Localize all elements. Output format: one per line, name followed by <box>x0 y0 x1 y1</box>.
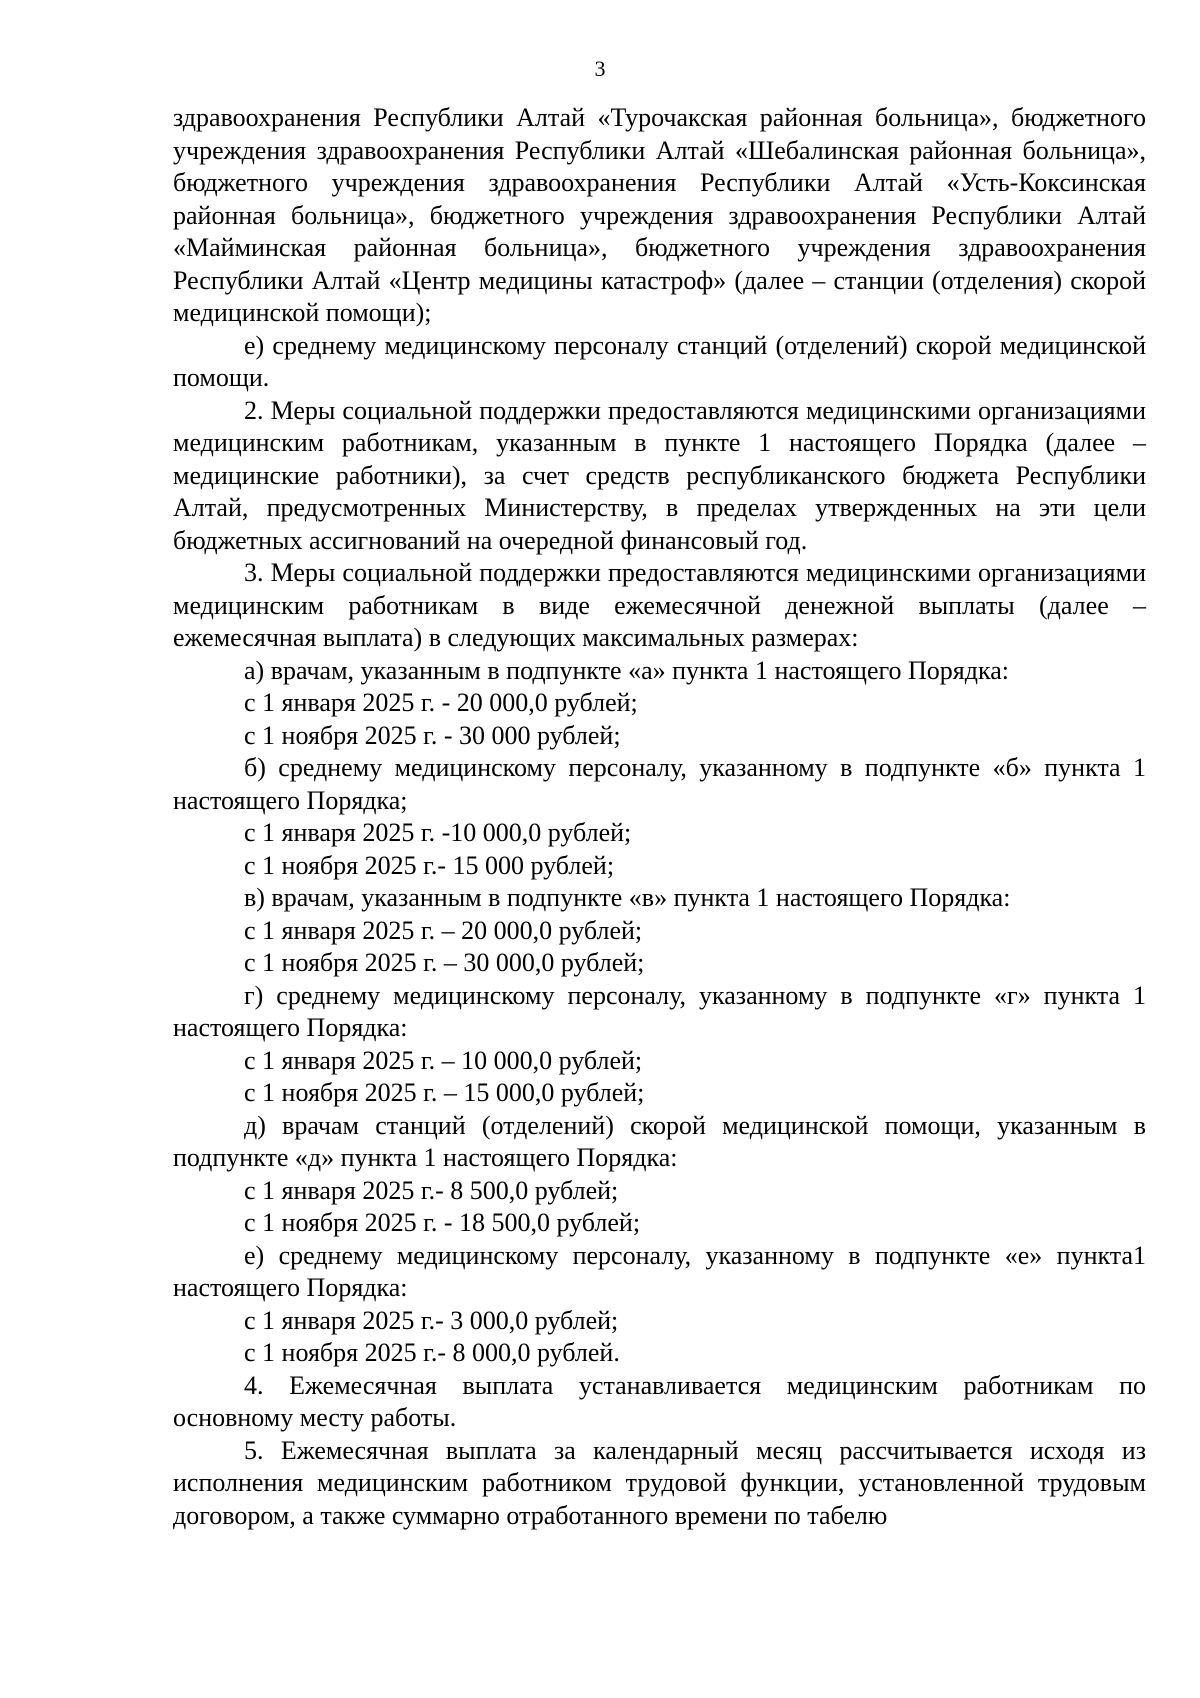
paragraph: здравоохранения Республики Алтай «Турочакская районная больница», бюджетного учреждения здравоохранения Республики Алтай «Шебалинская районная больница», бюджетного учреждения здравоохранения Республики Алтай «Усть-Коксинская районная больница», бюджетного учреждения здравоохранения Республики Алтай «Майминская районная больница», бюджетного учреждения здравоохранения Республики Алтай «Центр медицины катастроф» (далее – станции (отделения) скорой медицинской помощи); <box>173 103 1146 327</box>
page-number: 3 <box>594 56 606 81</box>
paragraph: е) среднему медицинскому персоналу станций (отделений) скорой медицинской помощи. <box>173 330 1146 392</box>
list-item: с 1 января 2025 г. – 10 000,0 рублей; <box>244 1045 643 1075</box>
document-body <box>173 102 1146 1532</box>
list-item: б) среднему медицинскому персоналу, указанному в подпункте «б» пункта 1 настоящего Порядка; <box>173 753 1146 815</box>
list-item: д) врачам станций (отделений) скорой медицинской помощи, указанным в подпункте «д» пункта 1 настоящего Порядка: <box>173 1110 1146 1172</box>
list-item: е) среднему медицинскому персоналу, указанному в подпункте «е» пункта1 настоящего Порядка: <box>173 1240 1146 1302</box>
list-item: с 1 ноября 2025 г. – 15 000,0 рублей; <box>244 1078 645 1107</box>
paragraph: 2. Меры социальной поддержки предоставляются медицинскими организациями медицинским работникам, указанным в пункте 1 настоящего Порядка (далее – медицинские работники), за счет средств республиканского бюджета Республики Алтай, предусмотренных Министерству, в пределах утвержденных на эти цели бюджетных ассигнований на очередной финансовый год. <box>173 395 1146 555</box>
list-item: г) среднему медицинскому персоналу, указанному в подпункте «г» пункта 1 настоящего Порядка: <box>173 980 1146 1042</box>
list-item: с 1 ноября 2025 г. – 30 000,0 рублей; <box>244 948 645 977</box>
paragraph: 4. Ежемесячная выплата устанавливается медицинским работникам по основному месту работы. <box>173 1370 1146 1432</box>
list-item: с 1 ноября 2025 г. - 18 500,0 рублей; <box>244 1208 641 1237</box>
paragraph: 5. Ежемесячная выплата за календарный месяц рассчитывается исходя из исполнения медицинским работником трудовой функции, установленной трудовым договором, а также суммарно отработанного времени по табелю <box>173 1435 1146 1530</box>
list-item: с 1 ноября 2025 г.- 8 000,0 рублей. <box>244 1338 620 1367</box>
list-item: с 1 января 2025 г.- 8 500,0 рублей; <box>244 1175 619 1205</box>
paragraph: 3. Меры социальной поддержки предоставляются медицинскими организациями медицинским работникам в виде ежемесячной денежной выплаты (далее – ежемесячная выплата) в следующих максимальных размерах: <box>173 558 1146 652</box>
list-item: а) врачам, указанным в подпункте «а» пункта 1 настоящего Порядка: <box>244 655 1009 685</box>
list-item: с 1 января 2025 г.- 3 000,0 рублей; <box>244 1305 619 1335</box>
list-item: с 1 ноября 2025 г. - 30 000 рублей; <box>244 720 621 750</box>
list-item: с 1 января 2025 г. -10 000,0 рублей; <box>244 818 632 847</box>
list-item: с 1 января 2025 г. – 20 000,0 рублей; <box>244 915 643 945</box>
list-item: в) врачам, указанным в подпункте «в» пункта 1 настоящего Порядка: <box>244 883 1011 912</box>
list-item: с 1 января 2025 г. - 20 000,0 рублей; <box>244 688 638 717</box>
list-item: с 1 ноября 2025 г.- 15 000 рублей; <box>244 850 615 880</box>
